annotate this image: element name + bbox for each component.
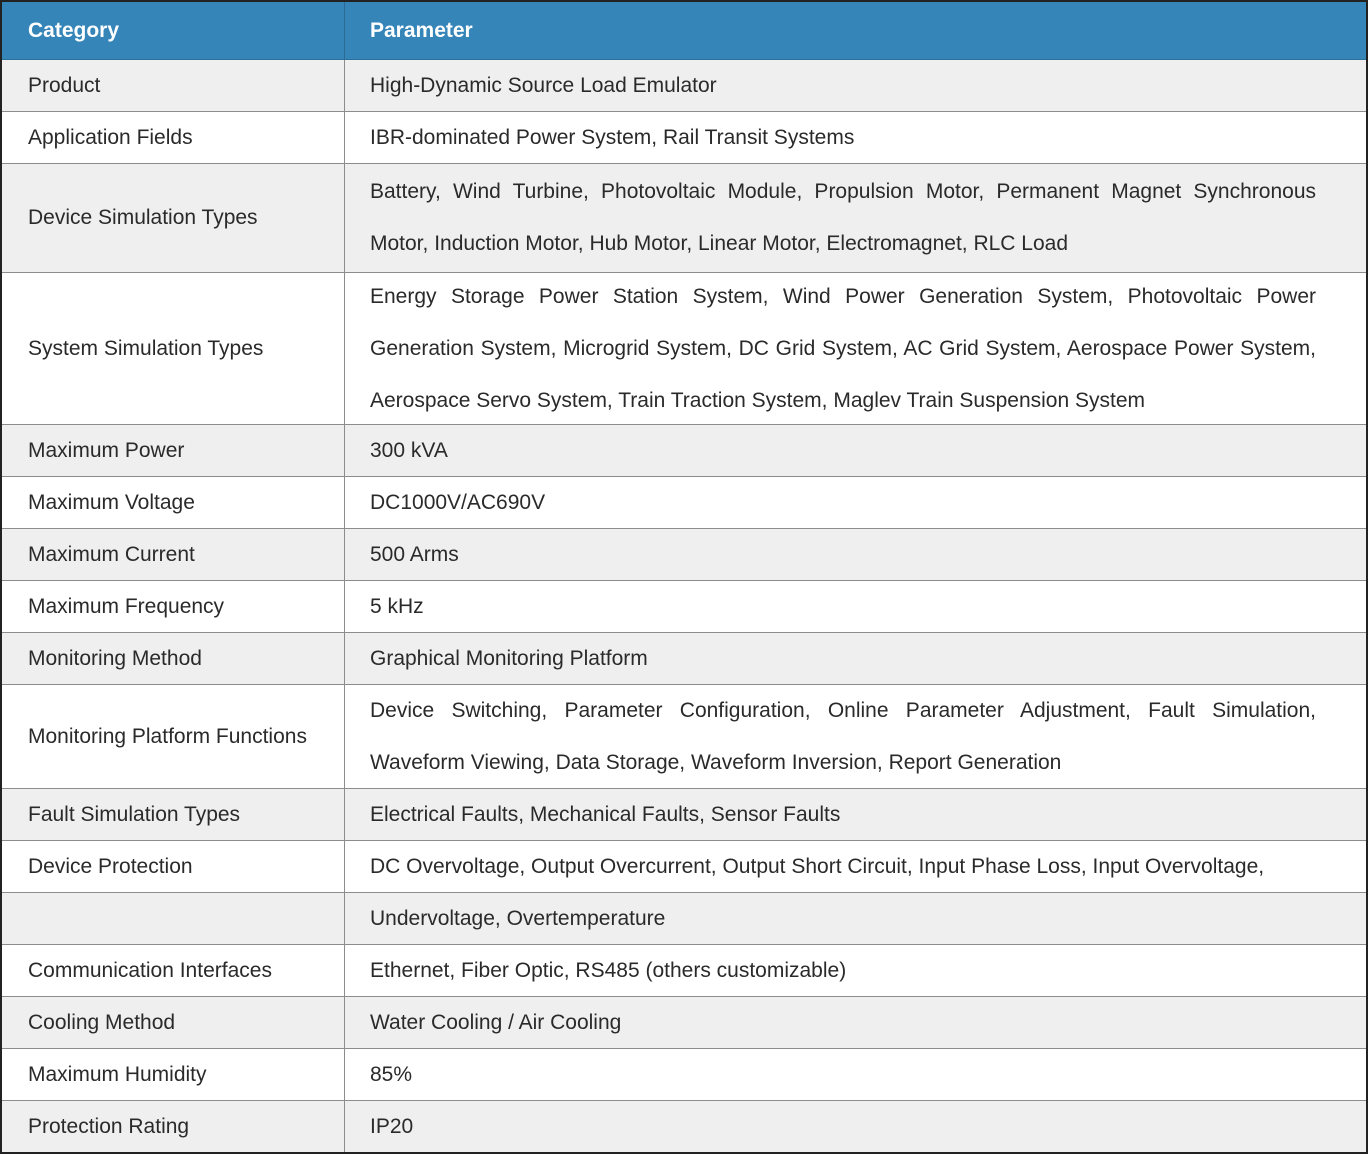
category-cell: Maximum Power — [2, 425, 345, 476]
category-cell: Monitoring Method — [2, 633, 345, 684]
category-cell: Maximum Humidity — [2, 1049, 345, 1100]
parameter-cell: Electrical Faults, Mechanical Faults, Sensor Faults — [370, 802, 841, 826]
parameter-cell: 5 kHz — [370, 594, 424, 618]
parameter-cell: Device Switching, Parameter Configuration, Online Parameter Adjustment, Fault Simulation, Waveform Viewing, Data Storage, Waveform Inversion, Report Generation — [370, 698, 1316, 774]
table-row — [2, 841, 1366, 893]
category-cell: Fault Simulation Types — [2, 789, 345, 840]
category-cell: Maximum Frequency — [2, 581, 345, 632]
table-row — [2, 112, 1366, 164]
parameter-cell: Graphical Monitoring Platform — [370, 646, 648, 670]
table-row — [2, 789, 1366, 841]
category-cell: Maximum Current — [2, 529, 345, 580]
category-cell: Protection Rating — [2, 1101, 345, 1153]
parameter-cell: 85% — [370, 1062, 413, 1086]
header-parameter: Parameter — [370, 18, 473, 42]
category-cell: Monitoring Platform Functions — [2, 685, 345, 788]
table-row — [2, 633, 1366, 685]
table-row — [2, 477, 1366, 529]
table-row — [2, 1049, 1366, 1101]
parameter-cell: DC Overvoltage, Output Overcurrent, Output Short Circuit, Input Phase Loss, Input Overvoltage, — [370, 854, 1265, 878]
category-cell: Product — [2, 60, 345, 111]
category-cell: Device Simulation Types — [2, 164, 345, 272]
parameter-cell: Water Cooling / Air Cooling — [370, 1010, 622, 1034]
parameter-cell: IBR-dominated Power System, Rail Transit Systems — [370, 125, 855, 149]
table-row — [2, 60, 1366, 112]
parameter-cell: Undervoltage, Overtemperature — [370, 906, 666, 930]
category-cell: Device Protection — [2, 841, 345, 892]
category-cell: Communication Interfaces — [2, 945, 345, 996]
table-row — [2, 685, 1366, 789]
category-cell: Application Fields — [2, 112, 345, 163]
table-row — [2, 529, 1366, 581]
parameter-cell: IP20 — [370, 1115, 414, 1138]
parameter-cell: High-Dynamic Source Load Emulator — [370, 73, 717, 97]
parameter-cell: Ethernet, Fiber Optic, RS485 (others customizable) — [370, 958, 847, 982]
parameter-cell: 500 Arms — [370, 542, 459, 566]
table-row — [2, 273, 1366, 425]
table-row — [2, 997, 1366, 1049]
table-row — [2, 425, 1366, 477]
category-cell: Cooling Method — [2, 997, 345, 1048]
parameter-cell: Battery, Wind Turbine, Photovoltaic Module, Propulsion Motor, Permanent Magnet Synchronous Motor, Induction Motor, Hub Motor, Linear Motor, Electromagnet, RLC Load — [370, 180, 1316, 255]
table-row — [2, 164, 1366, 273]
parameter-cell: Energy Storage Power Station System, Wind Power Generation System, Photovoltaic Power Generation System, Microgrid System, DC Grid System, AC Grid System, Aerospace Power System, Aerospace Servo System, Train Traction System, Maglev Train Suspension System — [370, 284, 1316, 412]
category-cell: Maximum Voltage — [2, 477, 345, 528]
table-row — [2, 1101, 1366, 1153]
table-row — [2, 581, 1366, 633]
parameter-cell: 300 kVA — [370, 438, 448, 462]
table-row — [2, 893, 1366, 945]
category-cell: System Simulation Types — [2, 273, 345, 424]
table-row — [2, 945, 1366, 997]
header-category: Category — [2, 2, 345, 59]
parameter-cell: DC1000V/AC690V — [370, 490, 546, 514]
table-header — [2, 2, 1366, 60]
category-cell — [2, 893, 345, 944]
